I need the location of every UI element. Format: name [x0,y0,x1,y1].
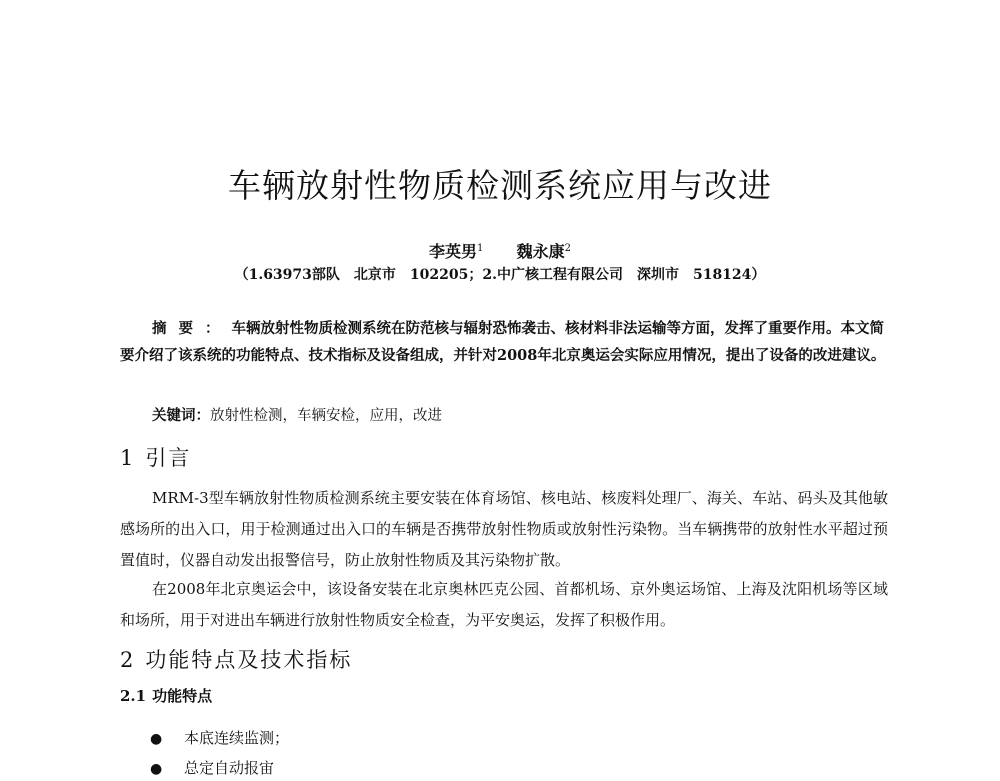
section-heading-introduction [120,443,191,473]
author-name: 魏永康 [516,242,565,261]
subsection-heading [120,684,212,708]
bullet-icon: ● [150,761,163,777]
list-item [150,726,289,751]
section-number: 1 [120,446,136,470]
keywords-label: 关键词： [152,407,210,424]
list-item-text: 总定自动报宙 [184,759,275,777]
subsection-title: 功能特点 [152,687,213,705]
section-heading-features [120,645,352,675]
subsection-number: 2.1 [120,687,147,705]
abstract-label: 摘要： [152,320,232,337]
section-title: 功能特点及技术指标 [145,648,353,672]
list-item-text: 本底连续监测； [184,729,290,747]
author-affiliation-marker: 2 [564,243,571,254]
abstract-text: 车辆放射性物质检测系统在防范核与辐射恐怖袭击、核材料非法运输等方面，发挥了重要作用。本文简要介绍了该系统的功能特点、技术指标及设备组成，并针对2008年北京奥运会实际应用情况，提出了设备的改进建议。 [120,320,886,364]
author-name: 李英男 [429,242,478,261]
keywords-block [152,402,888,430]
bullet-icon: ● [150,731,163,747]
paper-title: 车辆放射性物质检测系统应用与改进 [228,166,772,205]
keywords-text: 放射性检测，车辆安检，应用，改进 [210,408,442,424]
abstract-block [120,315,888,369]
section-number: 2 [120,648,136,672]
section-title: 引言 [145,446,192,470]
body-paragraph: 在2008年北京奥运会中，该设备安装在北京奥林匹克公园、首都机场、京外奥运场馆、上海及沈阳机场等区域和场所，用于对进出车辆进行放射性物质安全检查，为平安奥运，发挥了积极作用。 [120,580,888,629]
affiliation-line: （1.63973部队 北京市 102205；2.中广核工程有限公司 深圳市 518124） [234,267,766,283]
body-paragraph: MRM-3型车辆放射性物质检测系统主要安装在体育场馆、核电站、核废料处理厂、海关、车站、码头及其他敏感场所的出入口，用于检测通过出入口的车辆是否携带放射性物质或放射性污染物。当车辆携带的放射性水平超过预置值时，仪器自动发出报警信号，防止放射性物质及其污染物扩散。 [120,489,888,569]
author-affiliation-marker: 1 [477,243,484,254]
author-list [0,238,1000,263]
